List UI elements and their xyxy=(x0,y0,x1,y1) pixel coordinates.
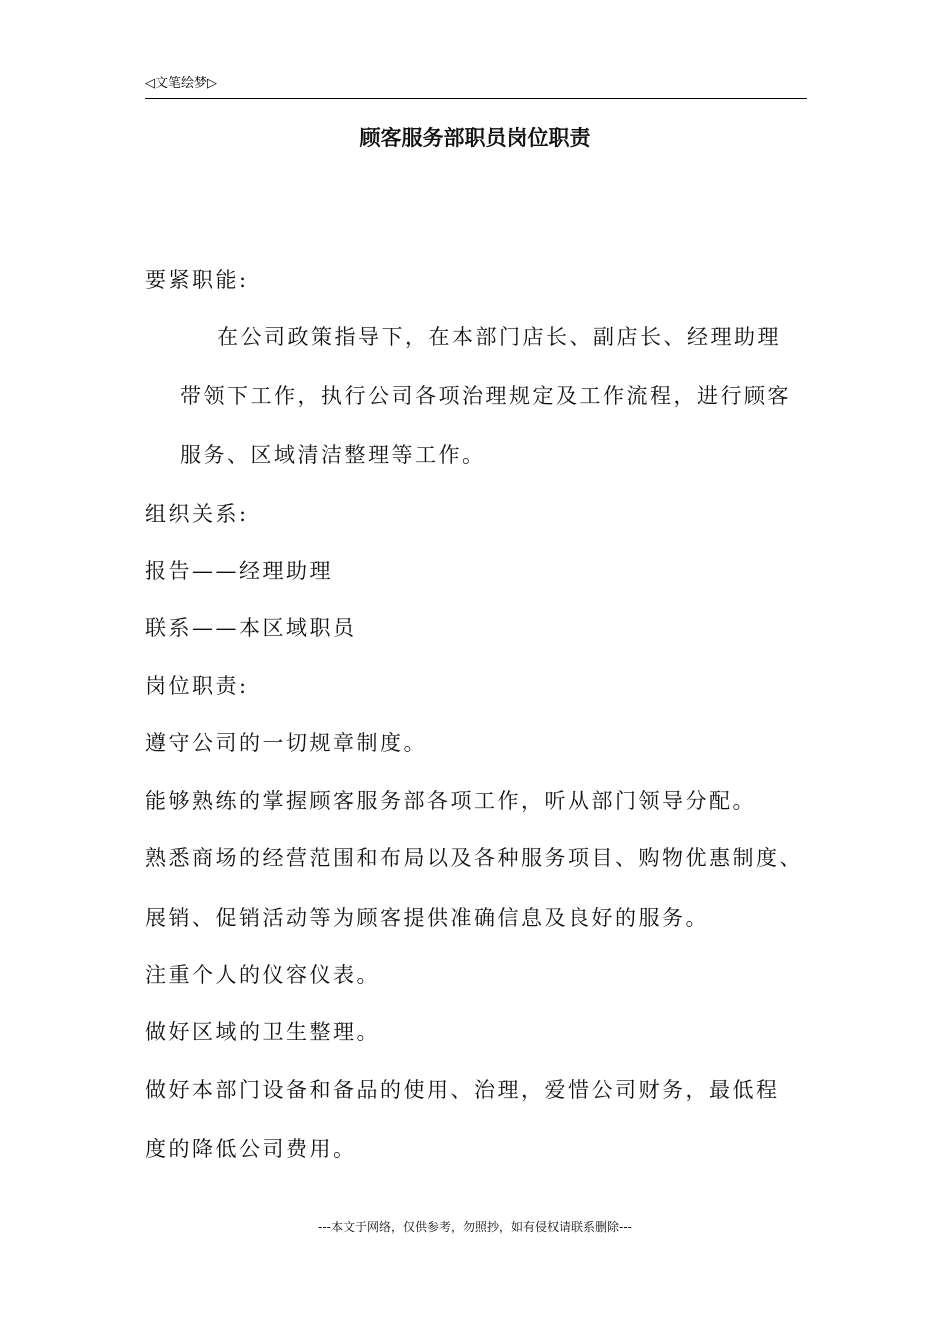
duty-line-7: 做好本部门设备和备品的使用、治理，爱惜公司财务，最低程 xyxy=(145,1078,780,1102)
header-text: ◁文笔绘梦▷ xyxy=(145,76,217,91)
duty-line-2: 能够熟练的掌握顾客服务部各项工作，听从部门领导分配。 xyxy=(145,789,756,813)
page-header xyxy=(145,74,807,99)
main-function-line-2: 带领下工作，执行公司各项治理规定及工作流程，进行顾客 xyxy=(180,384,791,408)
main-function-heading: 要紧职能: xyxy=(145,268,249,292)
duty-line-6: 做好区域的卫生整理。 xyxy=(145,1020,380,1044)
duty-line-1: 遵守公司的一切规章制度。 xyxy=(145,731,427,755)
main-function-line-3: 服务、区域清洁整理等工作。 xyxy=(180,443,486,467)
document-title: 顾客服务部职员岗位职责 xyxy=(359,126,591,150)
report-line: 报告——经理助理 xyxy=(145,559,333,583)
contact-line: 联系——本区域职员 xyxy=(145,616,357,640)
duties-heading: 岗位职责: xyxy=(145,674,249,698)
duty-line-8: 度的降低公司费用。 xyxy=(145,1137,357,1161)
duty-line-3: 熟悉商场的经营范围和布局以及各种服务项目、购物优惠制度、 xyxy=(145,846,803,870)
duty-line-5: 注重个人的仪容仪表。 xyxy=(145,963,380,987)
org-heading: 组织关系: xyxy=(145,502,249,526)
duty-line-4: 展销、促销活动等为顾客提供准确信息及良好的服务。 xyxy=(145,906,709,930)
main-function-line-1: 在公司政策指导下，在本部门店长、副店长、经理助理 xyxy=(217,325,781,349)
page-footer: ---本文于网络，仅供参考，勿照抄，如有侵权请联系删除--- xyxy=(318,1220,632,1234)
